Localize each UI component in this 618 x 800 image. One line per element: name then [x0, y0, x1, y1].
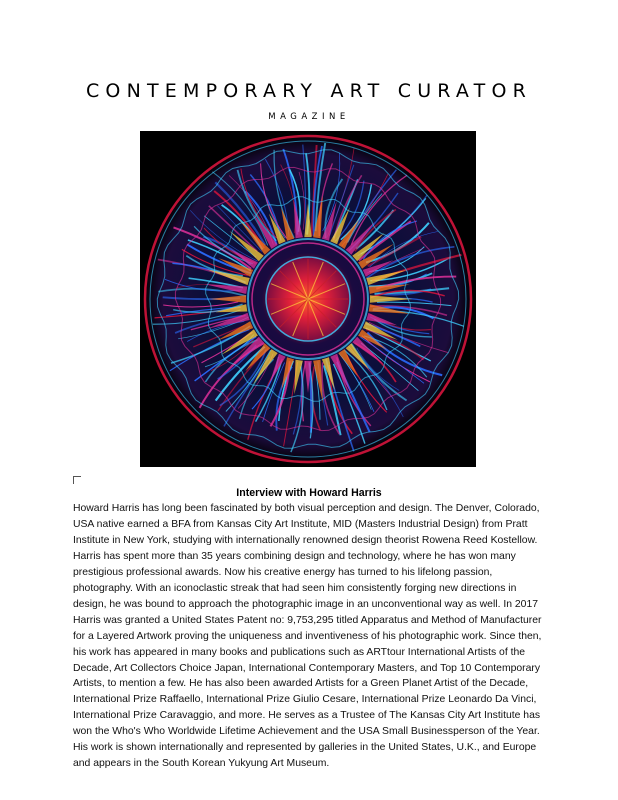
magazine-title: CONTEMPORARY ART CURATOR [85, 80, 533, 102]
circular-eye-artwork-icon [140, 131, 476, 467]
article-body: Howard Harris has long been fascinated by both visual perception and design. The Denver, Colorado, USA native earned a BFA from Kansas City Art Institute, MID (Masters Industrial Design) from Pratt Institute in New York, studying with internationally renowned design theorist Rowena Reed Kostellow. Harris has spent more than 35 years combining design and technology, where he has won many prestigious professional awards. Now his creative energy has turned to his lifelong passion, photography. With an iconoclastic streak that had seen him consistently forging new directions in design, he was bound to approach the photographic image in an unconventional way as well. In 2017 Harris was granted a United States Patent no: 9,753,295 titled Apparatus and Method of Manufacturer for a Layered Artwork proving the uniqueness and inventiveness of his photographic work. Since then, his work has appeared in many books and publications such as ARTtour International Artists of the Decade, Art Collectors Choice Japan, International Contemporary Masters, and Top 10 Contemporary Artists, to mention a few. He has also been awarded Artists for a Green Planet Artist of the Decade, International Prize Raffaello, International Prize Giulio Cesare, International Prize Leonardo Da Vinci, International Prize Caravaggio, and more. He serves as a Trustee of The Kansas City Art Institute has won the Who's Who Worldwide Lifetime Achievement and the USA Small Businessperson of the Year. His work is shown internationally and represented by galleries in the United States, U.K., and Europe and appears in the South Korean Yukyung Art Museum. [73, 503, 542, 770]
image-anchor-icon [73, 476, 81, 484]
article-title: Interview with Howard Harris [236, 487, 382, 499]
artwork-image [140, 131, 476, 467]
magazine-subtitle: MAGAZINE [268, 112, 350, 122]
